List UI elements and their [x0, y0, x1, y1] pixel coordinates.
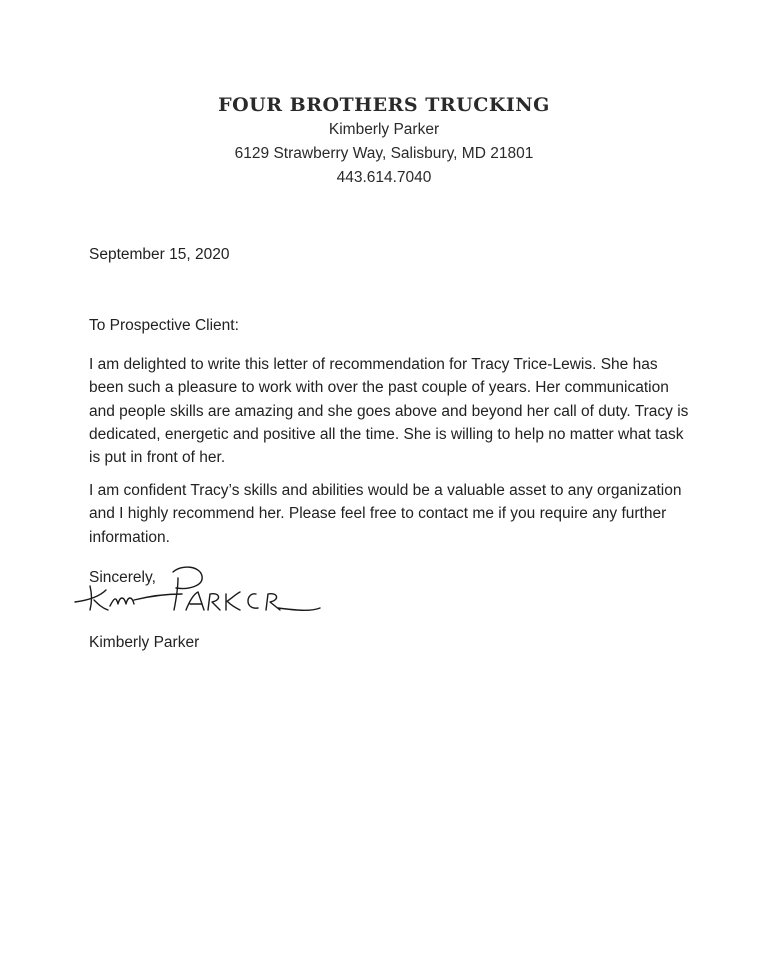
- body-paragraph-1: I am delighted to write this letter of recommendation for Tracy Trice-Lewis. She has been such a pleasure to work with over the past couple of years. Her communication and people skills are amazing and she goes above and beyond her call of duty. Tracy is dedicated, energetic and positive all the time. She is willing to help no matter what task is put in front of her.: [89, 356, 689, 467]
- closing: Sincerely,: [89, 569, 156, 586]
- letterhead: [0, 92, 768, 190]
- sender-name: Kimberly Parker: [328, 121, 440, 138]
- letter-date: September 15, 2020: [89, 246, 230, 263]
- sender-phone: 443.614.7040: [336, 169, 432, 186]
- company-name: FOUR BROTHERS TRUCKING: [218, 94, 550, 116]
- salutation: To Prospective Client:: [89, 317, 239, 334]
- sender-address: 6129 Strawberry Way, Salisbury, MD 21801: [234, 145, 534, 162]
- signer-name: Kimberly Parker: [89, 634, 200, 651]
- handwritten-signature: [70, 560, 330, 620]
- body-paragraph-2: I am confident Tracy’s skills and abilities would be a valuable asset to any organization and I highly recommend her. Please feel free to contact me if you require any further information.: [89, 482, 682, 546]
